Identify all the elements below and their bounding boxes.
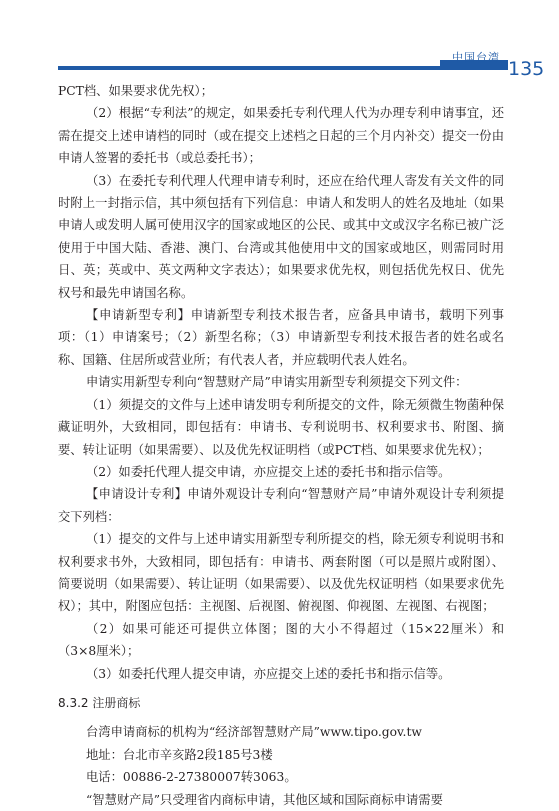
paragraph-continuation: PCT档、如果要求优先权）； [58, 84, 214, 98]
paragraph: 地址：台北市辛亥路2段185号3楼 [86, 747, 273, 762]
document-body [58, 80, 504, 811]
paragraph: （3）如委托代理人提交申请，亦应提交上述的委托书和指示信等。 [86, 666, 451, 681]
paragraph: （3）在委托专利代理人代理申请专利时，还应在给代理人寄发有关文件的同时附上一封指示信，其中须包括有下列信息：申请人和发明人的姓名及地址（如果申请人或发明人属可使用汉字的国家或地区的公民、或其中文或汉字名称已被广泛使用于中国大陆、香港、澳门、台湾或其他使用中文的国家或地区，则需同时用日、英；英或中、英文两种文字表达）；如果要求优先权，则包括优先权日、优先权号和最先申请国名称。 [58, 173, 504, 300]
page-number: 135 [508, 58, 545, 80]
paragraph: （2）如委托代理人提交申请，亦应提交上述的委托书和指示信等。 [86, 464, 451, 479]
paragraph: （1）提交的文件与上述申请实用新型专利所提交的档，除无须专利说明书和权利要求书外，大致相同，即包括有：申请书、两套附图（可以是照片或附图）、简要说明（如果需要）、转让证明（如果需要）、以及优先权证明档（如果要求优先权）；其中，附图应包括：主视图、后视图、俯视图、仰视图、左视图、右视图； [58, 532, 504, 614]
page-header [0, 0, 559, 90]
subsection-heading: 8.3.2 注册商标 [58, 695, 141, 710]
paragraph: 【申请设计专利】申请外观设计专利向“智慧财产局”申请外观设计专利须提交下列档： [58, 487, 504, 524]
paragraph: “智慧财产局”只受理省内商标申请，其他区域和国际商标申请需要 [86, 792, 443, 807]
paragraph: 【申请新型专利】申请新型专利技术报告者，应备具申请书，载明下列事项：（1）申请案号；（2）新型名称；（3）申请新型专利技术报告者的姓名或名称、国籍、住居所或营业所；有代表人者，并应载明代表人姓名。 [58, 308, 504, 367]
paragraph: （1）须提交的文件与上述申请发明专利所提交的文件，除无须微生物菌种保藏证明外，大致相同，即包括有：申请书、专利说明书、权利要求书、附图、摘要、转让证明（如果需要）、以及优先权证明档（或PCT档、如果要求优先权）； [58, 397, 504, 457]
paragraph: 申请实用新型专利向“智慧财产局”申请实用新型专利须提交下列文件： [86, 375, 468, 390]
paragraph: 台湾申请商标的机构为“经济部智慧财产局”www.tipo.gov.tw [86, 725, 422, 740]
paragraph: （2）如果可能还可提供立体图；图的大小不得超过（15×22厘米）和（3×8厘米）； [58, 621, 504, 659]
section-label: 中国台湾 [452, 51, 500, 64]
paragraph: 电话：00886-2-27380007转3063。 [86, 770, 297, 785]
paragraph: （2）根据“专利法”的规定，如果委托专利代理人代为办理专利申请事宜，还需在提交上述申请档的同时（或在提交上述档之日起的三个月内补交）提交一份由申请人签署的委托书（或总委托书）； [58, 106, 504, 166]
